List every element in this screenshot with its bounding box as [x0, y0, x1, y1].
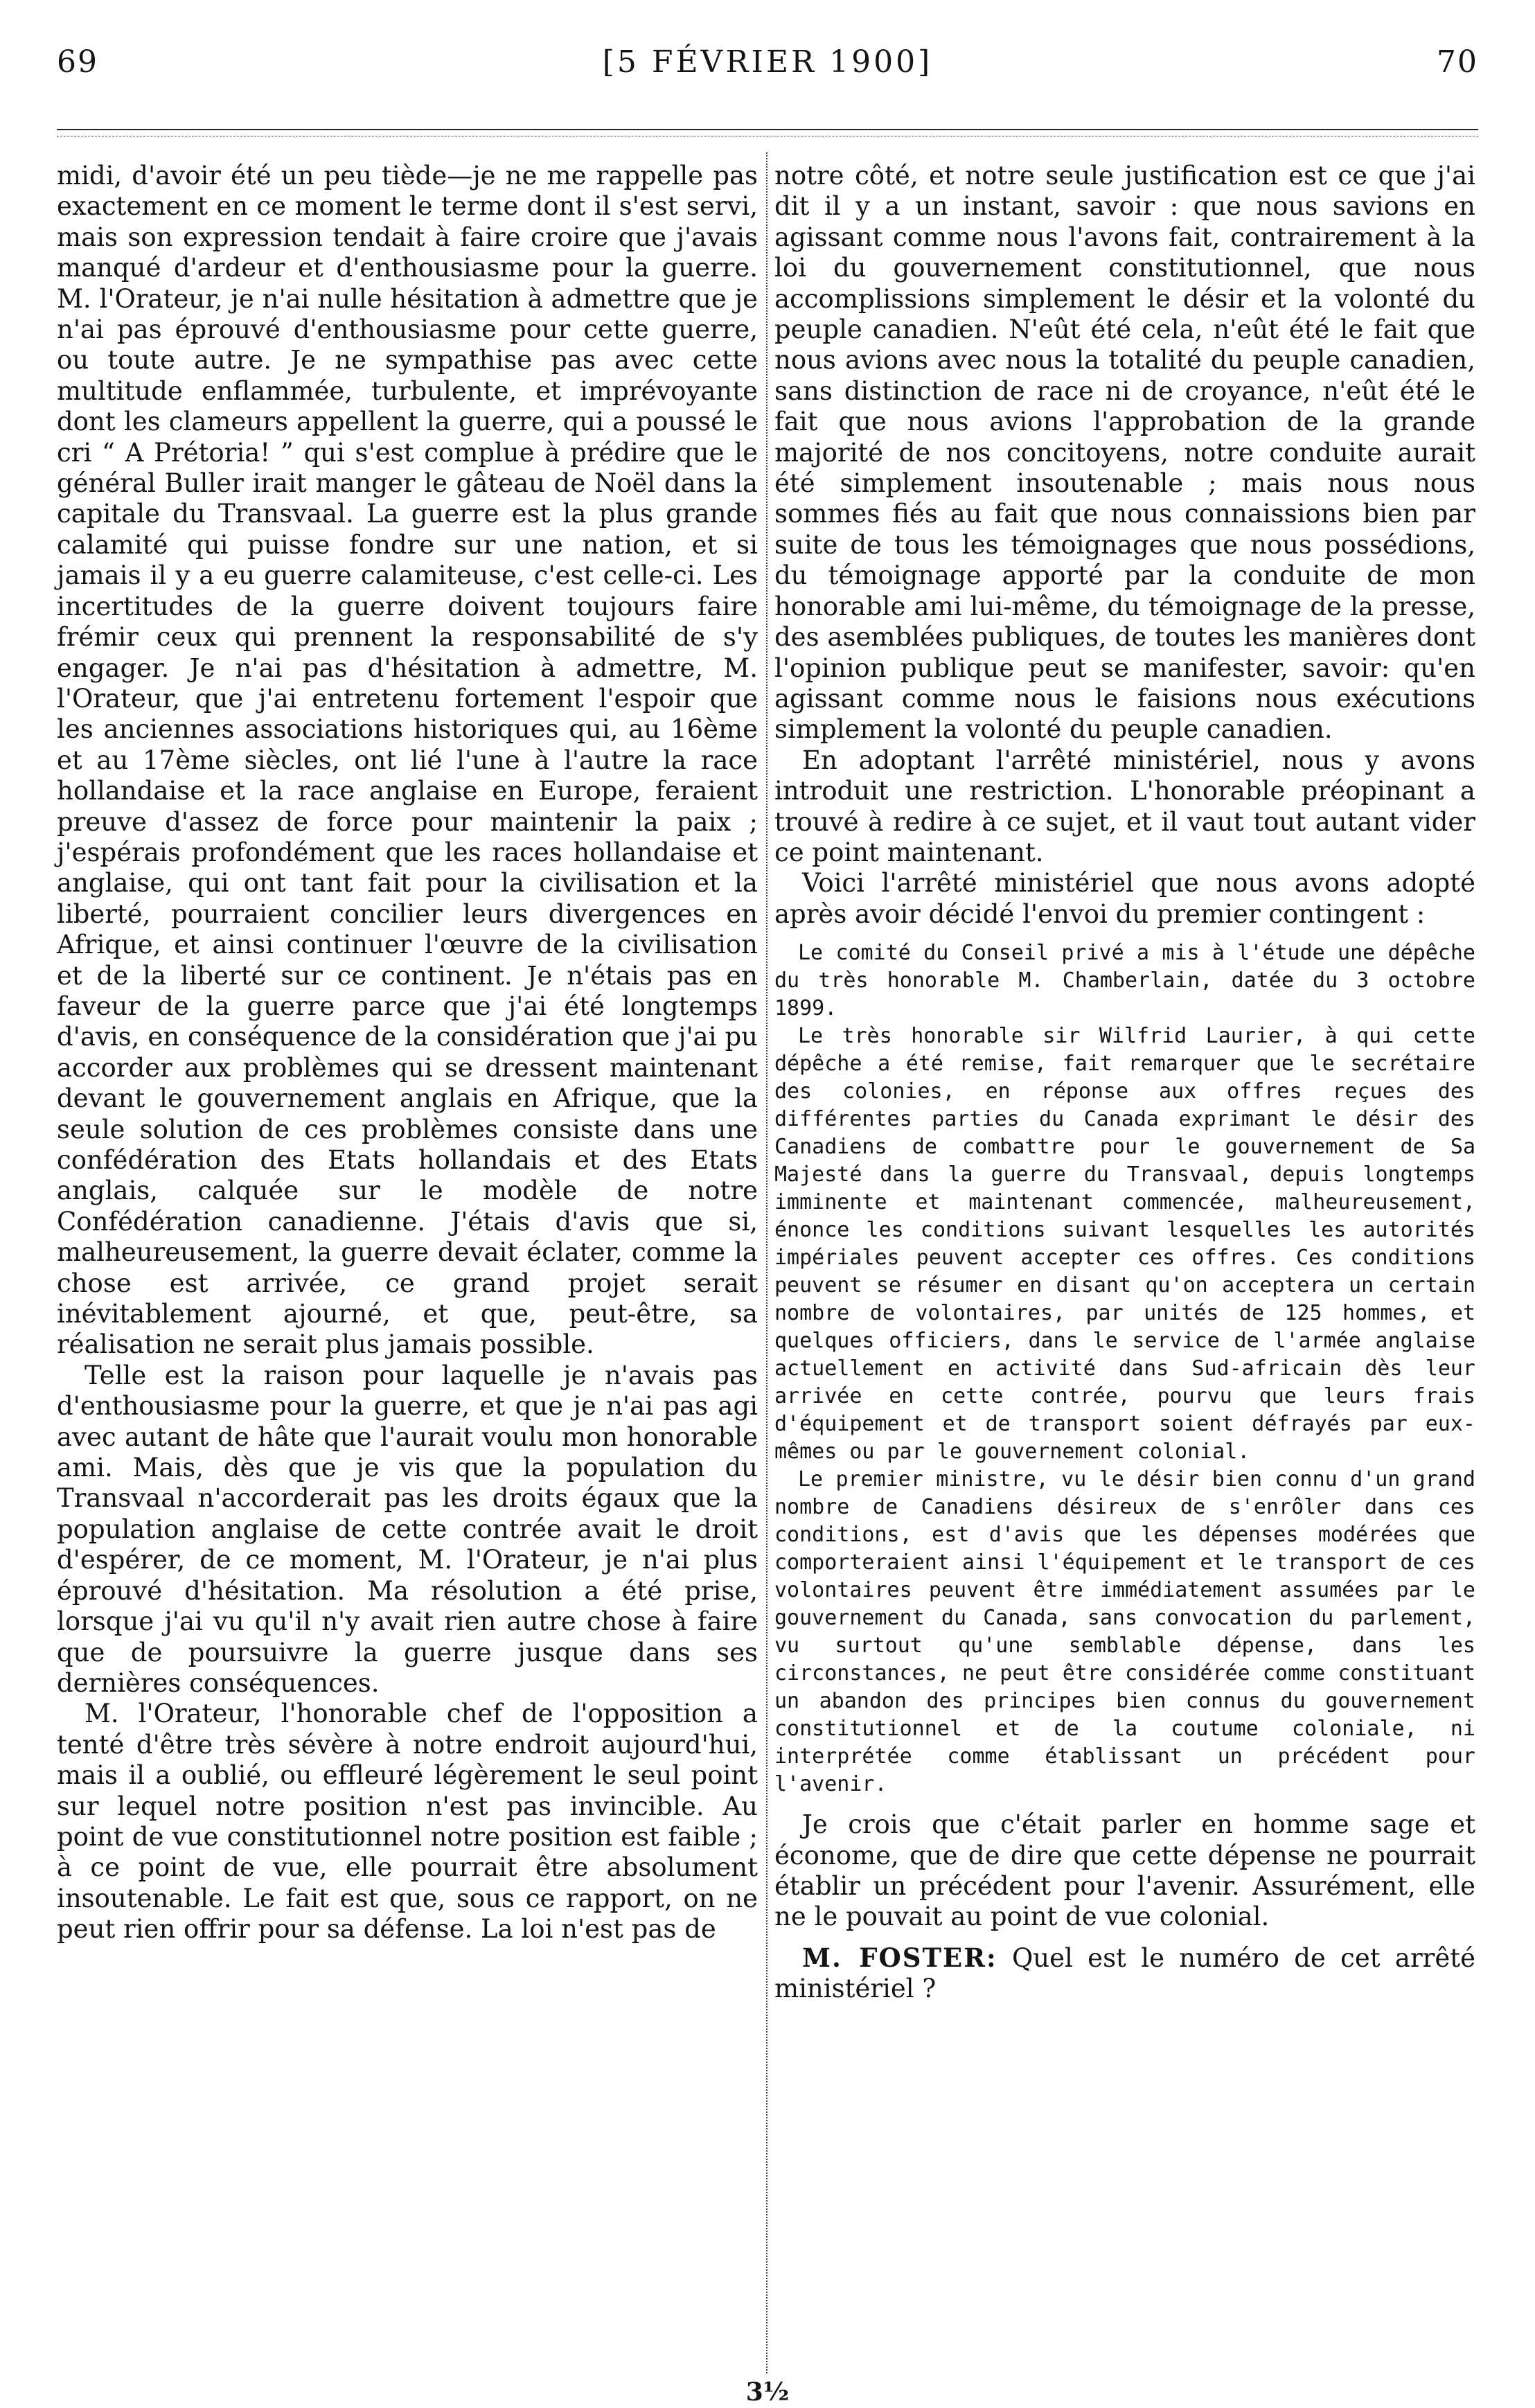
speaker-name: M. FOSTER: — [802, 1942, 997, 1973]
right-paragraph-4: Je crois que c'était parler en homme sage et économe, que de dire que cette dépense ne pourrait établir un précédent pour l'avenir. Assurément, elle ne le pouvait au point de vue colonial. — [774, 1809, 1475, 1932]
right-paragraph-1: notre côté, et notre seule justification est ce que j'ai dit il y a un instant, savoir : que nous savions en agissant comme nous l'avons fait, contrairement à la loi du gouvernement constitutionnel, que nous accomplissions simplement le désir et la volonté du peuple canadien. N'eût été cela, n'eût été le fait que nous avions avec nous la totalité du peuple canadien, sans distinction de race ni de croyance, n'eût été le fait que nous avions l'approbation de la grande majorité de nos concitoyens, notre conduite aurait été simplement insoutenable ; mais nous nous sommes fiés au fait que nous connaissions bien par suite de tous les témoignages que nous possédions, du témoignage apporté par la conduite de mon honorable ami lui-même, du témoignage de la presse, des asemblées publiques, de toutes les manières dont l'opinion publique peut se manifester, savoir: qu'en agissant comme nous le faisions nous exécutions simplement la volonté du peuple canadien. — [774, 161, 1475, 745]
quote-paragraph-2: Le très honorable sir Wilfrid Laurier, à qui cette dépêche a été remise, fait remarquer que le secrétaire des colonies, en réponse aux offres reçues des différentes parties du Canada exprimant le désir des Canadiens de combattre pour le gouvernement de Sa Majesté dans la guerre du Transvaal, depuis longtemps imminente et maintenant commencée, malheureusement, énonce les conditions suivant lesquelles les autorités impériales peuvent accepter ces offres. Ces conditions peuvent se résumer en disant qu'on acceptera un certain nombre de volontaires, par unités de 125 hommes, et quelques officiers, dans le service de l'armée anglaise actuellement en activité dans Sud-africain dès leur arrivée en cette contrée, pourvu que leurs frais d'équipement et de transport soient défrayés par eux-mêmes ou par le gouvernement colonial. — [774, 1024, 1475, 1464]
page-signature: 3½ — [745, 2378, 790, 2407]
page-number-right: 70 — [1437, 44, 1478, 80]
left-paragraph-2: Telle est la raison pour laquelle je n'avais pas d'enthousiasme pour la guerre, et que je n'ai pas agi avec autant de hâte que l'aurait voulu mon honorable ami. Mais, dès que je vis que la population du Transvaal n'accorderait pas les droits égaux que la population anglaise de cette contrée avait le droit d'espérer, de ce moment, M. l'Orateur, je n'ai plus éprouvé d'hésitation. Ma résolution a été prise, lorsque j'ai vu qu'il n'y avait rien autre chose à faire que de poursuivre la guerre jusque dans ses dernières conséquences. — [57, 1360, 758, 1698]
right-column — [774, 161, 1475, 2015]
left-paragraph-1: midi, d'avoir été un peu tiède—je ne me rappelle pas exactement en ce moment le terme dont il s'est servi, mais son expression tendait à faire croire que j'avais manqué d'ardeur et d'enthousiasme pour la guerre. M. l'Orateur, je n'ai nulle hésitation à admettre que je n'ai pas éprouvé d'enthousiasme pour cette guerre, ou toute autre. Je ne sympathise pas avec cette multitude enflammée, turbulente, et imprévoyante dont les clameurs appellent la guerre, qui a poussé le cri “ A Prétoria! ” qui s'est complue à prédire que le général Buller irait manger le gâteau de Noël dans la capitale du Transvaal. La guerre est la plus grande calamité qui puisse fondre sur une nation, et si jamais il y a eu guerre calamiteuse, c'est celle-ci. Les incertitudes de la guerre doivent toujours faire frémir ceux qui prennent la responsabilité de s'y engager. Je n'ai pas d'hésitation à admettre, M. l'Orateur, que j'ai entretenu fortement l'espoir que les anciennes associations historiques qui, au 16ème et au 17ème siècles, ont lié l'une à l'autre la race hollandaise et la race anglaise en Europe, feraient preuve d'assez de force pour maintenir la paix ; j'espérais profondément que les races hollandaise et anglaise, qui ont tant fait pour la civilisation et la liberté, pourraient concilier leurs divergences en Afrique, et ainsi continuer l'œuvre de la civilisation et de la liberté sur ce continent. Je n'étais pas en faveur de la guerre parce que j'ai été longtemps d'avis, en conséquence de la considération que j'ai pu accorder aux problèmes qui se dressent maintenant devant le gouvernement anglais en Afrique, que la seule solution de ces problèmes consiste dans une confédération des Etats hollandais et des Etats anglais, calquée sur le modèle de notre Confédération canadienne. J'étais d'avis que si, malheureusement, la guerre devait éclater, comme la chose est arrivée, ce grand projet serait inévitablement ajourné, et que, peut-être, sa réalisation ne serait plus jamais possible. — [57, 161, 758, 1360]
speaker-question: Quel est le numéro de cet arrêté ministériel ? — [774, 1942, 1475, 2004]
left-paragraph-3: M. l'Orateur, l'honorable chef de l'opposition a tenté d'être très sévère à notre endroit aujourd'hui, mais il a oublié, ou effleuré légèrement le seul point sur lequel notre position n'est pas invincible. Au point de vue constitutionnel notre position est faible ; à ce point de vue, elle pourrait être absolument insoutenable. Le fait est que, sous ce rapport, on ne peut rien offrir pour sa défense. La loi n'est pas de — [57, 1699, 758, 1945]
header-rule — [57, 129, 1478, 130]
page-date: [5 FÉVRIER 1900] — [602, 44, 933, 80]
right-paragraph-2: En adoptant l'arrêté ministériel, nous y avons introduit une restriction. L'honorable préopinant a trouvé à redire à ce sujet, et il vaut tout autant vider ce point maintenant. — [774, 745, 1475, 867]
quote-paragraph-1: Le comité du Conseil privé a mis à l'étude une dépêche du très honorable M. Chamberlain, datée du 3 octobre 1899. — [774, 941, 1475, 1021]
speaker-remark — [774, 1942, 1475, 2005]
left-column — [57, 161, 758, 1945]
page-number-left: 69 — [57, 44, 98, 80]
quote-paragraph-3: Le premier ministre, vu le désir bien connu d'un grand nombre de Canadiens désireux de s'enrôler dans ces conditions, est d'avis que les dépenses modérées que comporteraient ainsi l'équipement et le transport de ces volontaires peuvent être immédiatement assumées par le gouvernement du Canada, sans convocation du parlement, vu surtout qu'une semblable dépense, dans les circonstances, ne peut être considérée comme constituant un abandon des principes bien connus du gouvernement constitutionnel et de la coutume coloniale, ni interprétée comme établissant un précédent pour l'avenir. — [774, 1467, 1475, 1797]
post-quote-text — [774, 1809, 1475, 2004]
column-divider — [766, 152, 768, 2373]
page-header — [57, 44, 1478, 86]
right-paragraph-3: Voici l'arrêté ministériel que nous avons adopté après avoir décidé l'envoi du premier contingent : — [774, 868, 1475, 929]
order-in-council-quote — [774, 939, 1475, 1798]
